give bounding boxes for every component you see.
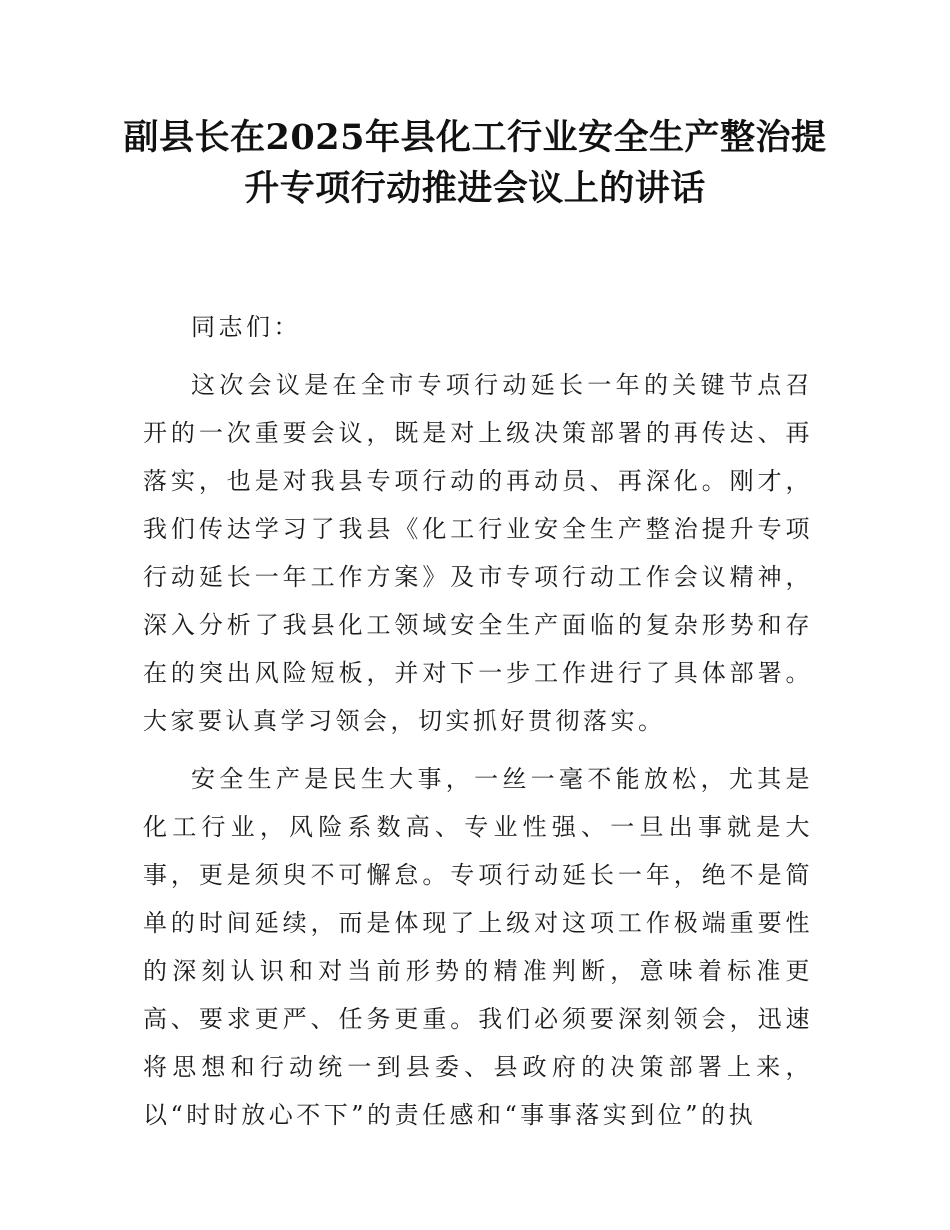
paragraph-2: 安全生产是民生大事，一丝一毫不能放松，尤其是化工行业，风险系数高、专业性强、一旦出事就是大事，更是须臾不可懈怠。专项行动延长一年，绝不是简单的时间延续，而是体现了上级对这项工作极端重要性的深刻认识和对当前形势的精准判断，意味着标准更高、要求更严、任务更重。我们必须要深刻领会，迅速将思想和行动统一到县委、县政府的决策部署上来，以“时时放心不下”的责任感和“事事落实到位”的执 <box>143 765 813 1129</box>
greeting: 同志们： <box>191 313 301 341</box>
paragraph-1: 这次会议是在全市专项行动延长一年的关键节点召开的一次重要会议，既是对上级决策部署的再传达、再落实，也是对我县专项行动的再动员、再深化。刚才，我们传达学习了我县《化工行业安全生产整治提升专项行动延长一年工作方案》及市专项行动工作会议精神，深入分析了我县化工领域安全生产面临的复杂形势和存在的突出风险短板，并对下一步工作进行了具体部署。大家要认真学习领会，切实抓好贯彻落实。 <box>143 371 813 735</box>
document-title: 副县长在2025年县化工行业安全生产整治提升专项行动推进会议上的讲话 <box>123 117 827 209</box>
document-body <box>143 303 813 1149</box>
